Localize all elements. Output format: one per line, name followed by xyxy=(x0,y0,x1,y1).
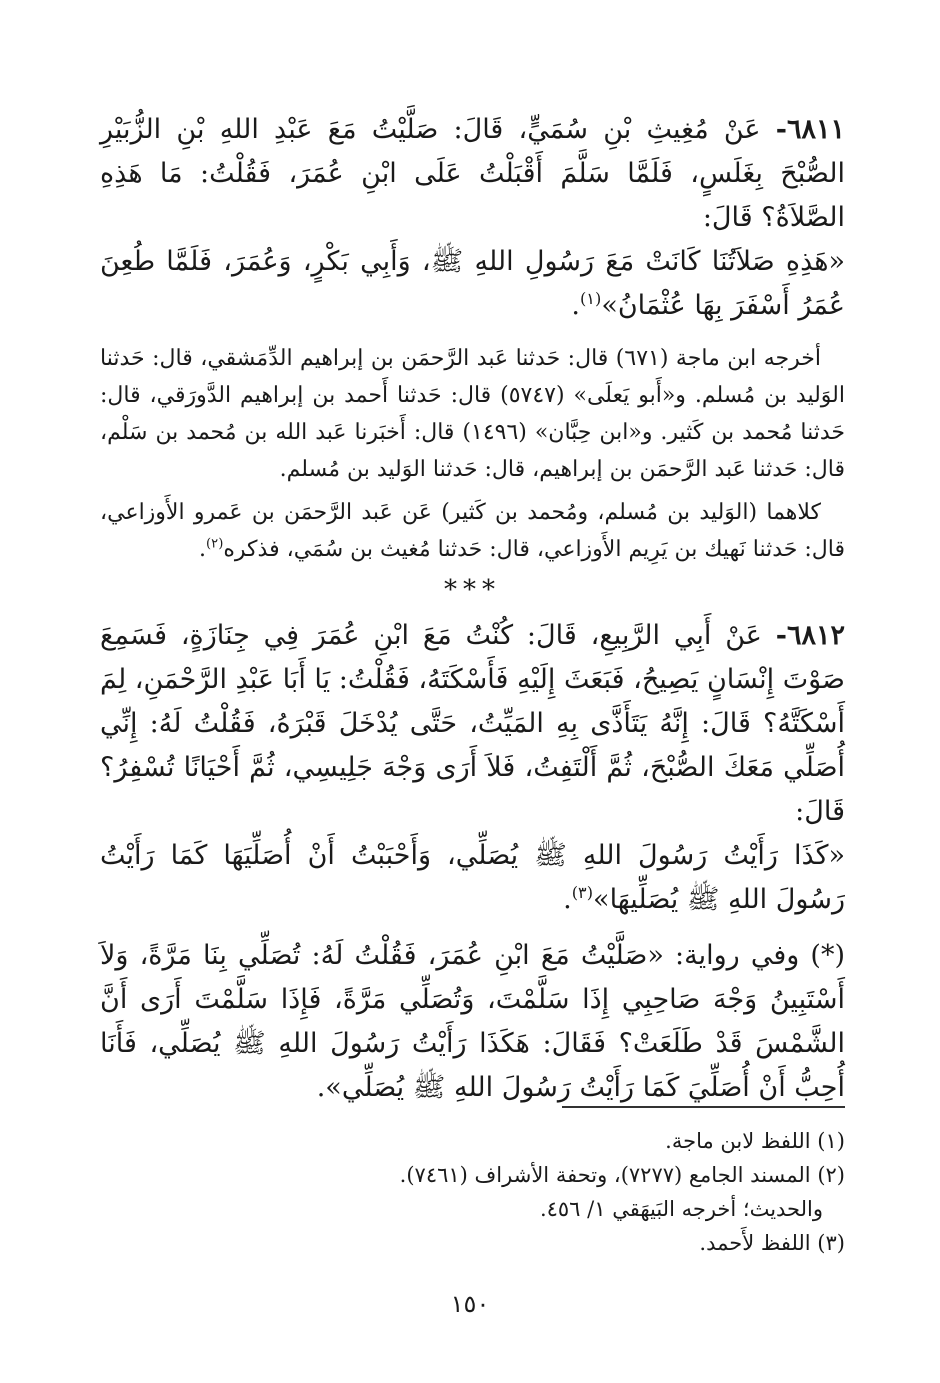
quote-end: . xyxy=(563,884,572,915)
quote-text: «كَذَا رَأَيْتُ رَسُولَ اللهِ ﷺ يُصَلِّي، وَأَحْبَبْتُ أَنْ أُصَلِّيَهَا كَمَا رَأَيْتُ رَسُولَ اللهِ ﷺ يُصَلِّيهَا» xyxy=(100,840,845,915)
riwaya-paragraph: (*) وفي رواية: «صَلَّيْتُ مَعَ ابْنِ عُمَرَ، فَقُلْتُ لَهُ: تُصَلِّي بِنَا مَرَّةً، وَلاَ أَسْتَبِينُ وَجْهَ صَاحِبِي إِذَا سَلَّمْتَ، وَتُصَلِّي مَرَّةً، فَإِذَا سَلَّمْتَ أَرَى أَنَّ الشَّمْسَ قَدْ طَلَعَتْ؟ فَقَالَ: هَكَذَا رَأَيْتُ رَسُولَ اللهِ ﷺ يُصَلِّي، فَأَنَا أُحِبُّ أَنْ أُصَلِّيَ كَمَا رَأَيْتُ رَسُولَ اللهِ ﷺ يُصَلِّي». xyxy=(100,940,845,1103)
hadith-quote xyxy=(100,834,845,922)
footnote-ref: (٣) xyxy=(571,883,594,902)
takhrij-end: . xyxy=(198,537,206,562)
footnote-3: (٣) اللفظ لأَحمد. xyxy=(699,1231,845,1255)
hadith-6811 xyxy=(100,108,845,240)
takhrij-paragraph-2 xyxy=(100,494,845,568)
hadith-number: ٦٨١١- xyxy=(775,114,845,145)
footnote-2-continued: والحديث؛ أخرجه البَيهَقي ١/ ٤٥٦. xyxy=(539,1197,823,1221)
takhrij-paragraph: أخرجه ابن ماجة (٦٧١) قال: حَدثنا عَبد الرَّحمَن بن إبراهيم الدِّمَشقي، قال: حَدثنا الوَليد بن مُسلم. و«أَبو يَعلَى» (٥٧٤٧) قال: حَدثنا أَحمد بن إبراهيم الدَّورَقي، قال: حَدثنا مُحمد بن كَثير. و«ابن حِبَّان» (١٤٩٦) قال: أَخبَرنا عَبد الله بن مُحمد بن سَلْم، قال: حَدثنا عَبد الرَّحمَن بن إبراهيم، قال: حَدثنا الوَليد بن مُسلم. xyxy=(100,346,845,482)
hadith-quote xyxy=(100,240,845,328)
section-separator: *** xyxy=(444,575,501,605)
takhrij-text: كلاهما (الوَليد بن مُسلم، ومُحمد بن كَثير) عَن عَبد الرَّحمَن بن عَمرو الأَوزاعي، قال: حَدثنا نَهيك بن يَرِيم الأَوزاعي، قال: حَدثنا مُغيث بن سُمَي، فذكره xyxy=(100,500,845,562)
footnote-divider xyxy=(562,1106,845,1108)
footnote-ref: (٢) xyxy=(205,536,224,552)
page-number: ١٥٠ xyxy=(450,1290,490,1318)
footnote-ref: (١) xyxy=(579,289,602,308)
footnote-1: (١) اللفظ لابن ماجة. xyxy=(665,1129,845,1153)
hadith-6812 xyxy=(100,614,845,834)
quote-text: «هَذِهِ صَلاَتُنَا كَانَتْ مَعَ رَسُولِ اللهِ ﷺ، وَأَبِي بَكْرٍ، وَعُمَرَ، فَلَمَّا طُعِنَ عُمَرُ أَسْفَرَ بِهَا عُثْمَانُ» xyxy=(100,246,845,321)
hadith-narration: عَنْ أَبِي الرَّبِيعِ، قَالَ: كُنْتُ مَعَ ابْنِ عُمَرَ فِي جِنَازَةٍ، فَسَمِعَ صَوْتَ إِنْسَانٍ يَصِيحُ، فَبَعَثَ إِلَيْهِ فَأَسْكَتَهُ، فَقُلْتُ: يَا أَبَا عَبْدِ الرَّحْمَنِ، لِمَ أَسْكَتَّهُ؟ قَالَ: إِنَّهُ يَتَأَذَّى بِهِ المَيِّتُ، حَتَّى يُدْخَلَ قَبْرَهُ، فَقُلْتُ لَهُ: إِنِّي أُصَلِّي مَعَكَ الصُّبْحَ، ثُمَّ أَلْتَفِتُ، فَلاَ أَرَى وَجْهَ جَلِيسِي، ثُمَّ أَحْيَانًا تُسْفِرُ؟ قَالَ: xyxy=(100,620,845,827)
page-body xyxy=(100,108,845,1110)
footnote-2: (٢) المسند الجامع (٧٢٧٧)، وتحفة الأشراف (٧٤٦١). xyxy=(399,1163,845,1187)
quote-end: . xyxy=(571,290,580,321)
hadith-number: ٦٨١٢- xyxy=(775,620,846,651)
footnotes xyxy=(380,1124,845,1260)
hadith-narration: عَنْ مُغِيثِ بْنِ سُمَيٍّ، قَالَ: صَلَّيْتُ مَعَ عَبْدِ اللهِ بْنِ الزُّبَيْرِ الصُّبْحَ بِغَلَسٍ، فَلَمَّا سَلَّمَ أَقْبَلْتُ عَلَى ابْنِ عُمَرَ، فَقُلْتُ: مَا هَذِهِ الصَّلاَةُ؟ قَالَ: xyxy=(100,114,845,233)
